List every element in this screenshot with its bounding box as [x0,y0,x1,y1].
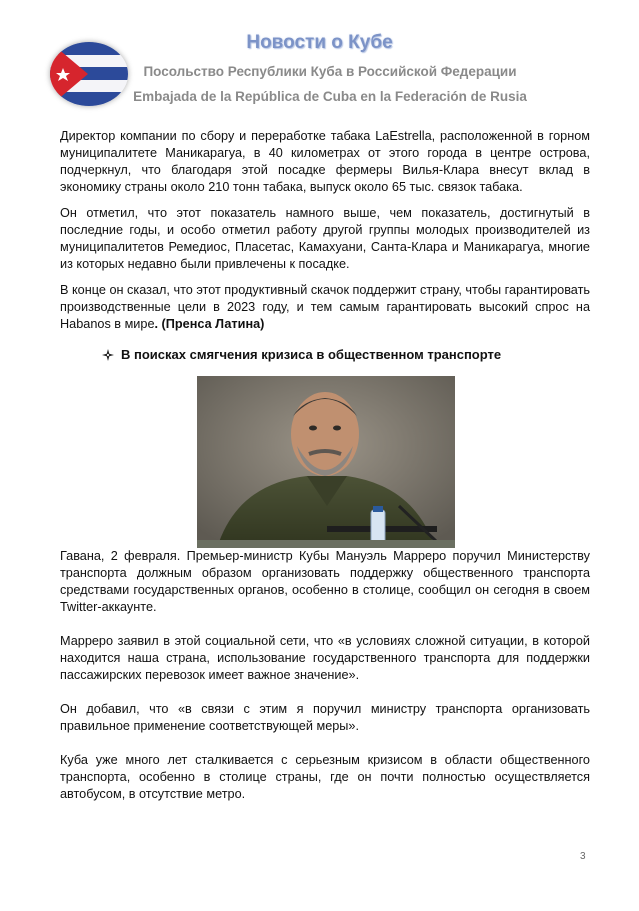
page-content [60,128,590,812]
article2-paragraph-3: Он добавил, что «в связи с этим я поручил министру транспорта организовать правильное применение соответствующей меры». [60,702,590,733]
article1-paragraph-3-text: В конце он сказал, что этот продуктивный скачок поддержит страну, чтобы гарантировать производственные цели в 2023 году, и тем самым гарантировать высокий спрос на Habanos в мире [60,283,590,331]
article2-heading [102,347,590,362]
article2-paragraph-1: Гавана, 2 февраля. Премьер-министр Кубы Мануэль Марреро поручил Министерству транспорта должным образом организовать поддержку общественного транспорта средствами государственных органов, особенно в столице, сообщил он сегодня в своем Twitter-аккаунте. [60,549,590,614]
embassy-name-ru: Посольство Республики Куба в Российской Федерации [143,64,517,79]
article2-paragraph-4: Куба уже много лет сталкивается с серьезным кризисом в области общественного транспорта, особенно в столице страны, где он почти полностью осуществляется автобусом, в отсутствие метро. [60,753,590,801]
article2-heading-text: В поисках смягчения кризиса в общественном транспорте [121,347,502,362]
article1-source: . (Пренса Латина) [154,317,265,331]
page-number: 3 [580,851,586,862]
article1-paragraph-3 [60,282,590,333]
article1-paragraph-1: Директор компании по сбору и переработке табака LaEstrella, расположенной в горном муниципалитете Маникарагуа, в 40 километрах от этого города в центре острова, подчеркнул, что благодаря этой посадке фермеры Вилья-Клара внесут вклад в экономику страны около 210 тонн табака, выпуск около 65 тыс. связок табака. [60,129,590,194]
article2-paragraph-2: Марреро заявил в этой социальной сети, что «в условиях сложной ситуации, в которой находится наша страна, использование государственного транспорта для поддержки пассажирских перевозок имеет важное значение». [60,634,590,682]
embassy-name-es: Embajada de la República de Cuba en la Federación de Rusia [133,89,527,104]
article1-paragraph-2: Он отметил, что этот показатель намного выше, чем показатель, достигнутый в последние годы, и особо отметил работу другой группы молодых производителей из муниципалитетов Ремедиос, Пласетас, Камахуани, Санта-Клара и Маникарагуа, многие из которых недавно были привлечены к посадке. [60,206,590,271]
page-header [0,0,639,112]
diamond-bullet-icon [102,349,114,361]
site-title: Новости о Кубе [246,32,393,53]
official-photo [197,376,455,548]
